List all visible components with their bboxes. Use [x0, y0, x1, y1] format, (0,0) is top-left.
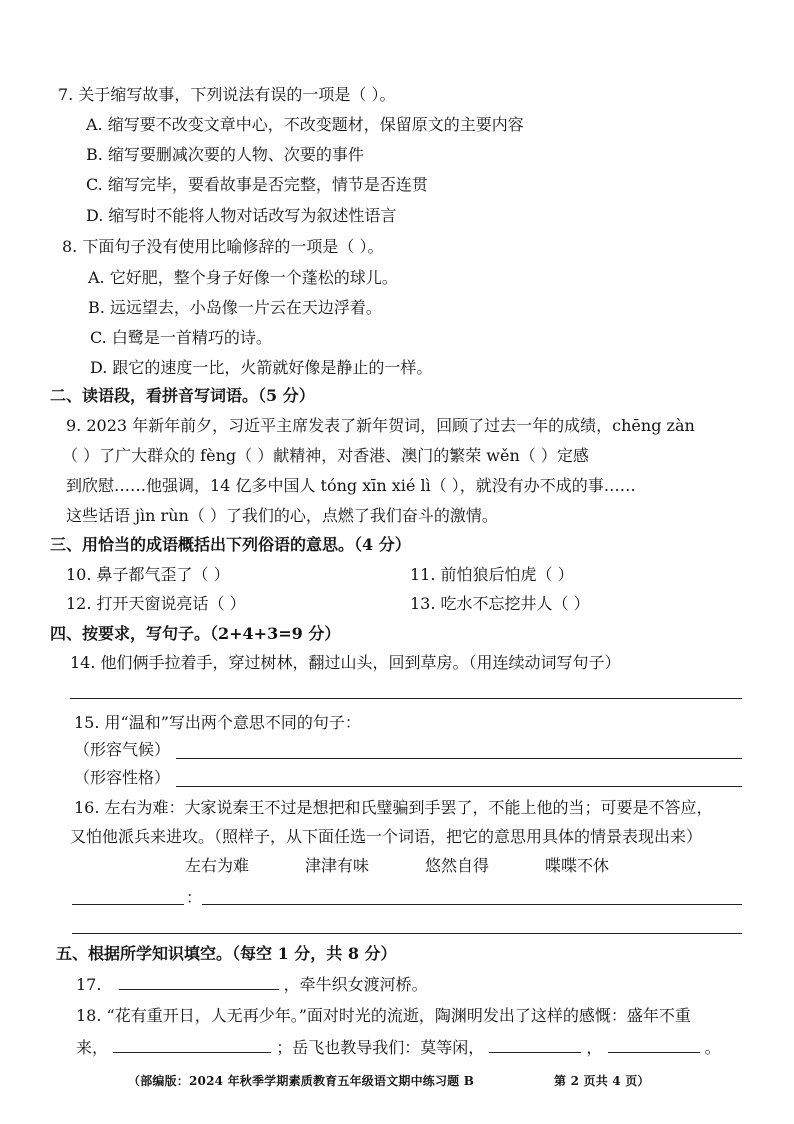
q9-line-4: 这些话语 jìn rùn（ ）了我们的心，点燃了我们奋斗的激情。: [66, 506, 498, 525]
section-5-title: 五、根据所学知识填空。（每空 1 分，共 8 分）: [56, 944, 397, 963]
q18-text-start: 来，: [76, 1038, 109, 1057]
q7-option-b: B. 缩写要删减次要的人物、次要的事件: [86, 145, 364, 164]
q16-colon: ：: [186, 888, 203, 907]
q18-text-mid: ；岳飞也教导我们：莫等闲，: [276, 1038, 485, 1057]
q17: [76, 974, 428, 995]
q15-label-climate: （形容气候）: [74, 740, 171, 759]
q18-blank-1[interactable]: [113, 1037, 271, 1053]
q8-option-b: B. 远远望去，小岛像一片云在天边浮着。: [88, 298, 382, 317]
q18-blank-2[interactable]: [489, 1037, 581, 1053]
q18-text-end: 。: [704, 1038, 721, 1057]
q17-text: ，牵牛织女渡河桥。: [283, 975, 428, 994]
q16-idiom-2: 津津有味: [305, 856, 370, 875]
q10: 10. 鼻子都气歪了（ ）: [66, 565, 230, 584]
q9-line-3: 到欣慰……他强调，14 亿多中国人 tóng xīn xié lì（ ），就没有办不成的事……: [66, 476, 636, 495]
q15-label-character: （形容性格）: [74, 768, 171, 787]
q16-idiom-3: 悠然自得: [425, 856, 490, 875]
q18-line-2: [76, 1037, 721, 1058]
q7-stem: 7. 关于缩写故事，下列说法有误的一项是（ ）。: [58, 85, 396, 104]
q9-line-1: 9. 2023 年新年前夕，习近平主席发表了新年贺词，回顾了过去一年的成绩，chēng zàn: [66, 416, 695, 435]
q7-option-a: A. 缩写要不改变文章中心，不改变题材，保留原文的主要内容: [86, 115, 524, 134]
q12: 12. 打开天窗说亮话（ ）: [66, 594, 246, 613]
footer-exam-title: （部编版：2024 年秋季学期素质教育五年级语文期中练习题 B: [128, 1074, 475, 1088]
q16-scene-answer-line-1[interactable]: [202, 904, 742, 905]
q16-idiom-4: 喋喋不休: [545, 856, 610, 875]
q14-answer-line[interactable]: [70, 698, 742, 699]
q16-line-2: 又怕他派兵来进攻。（照样子，从下面任选一个词语，把它的意思用具体的情景表现出来）: [70, 827, 703, 846]
q8-option-c: C. 白鹭是一首精巧的诗。: [90, 328, 272, 347]
q15-stem: 15. 用“温和”写出两个意思不同的句子：: [74, 713, 361, 732]
q7-option-d: D. 缩写时不能将人物对话改写为叙述性语言: [86, 206, 397, 225]
section-3-title: 三、用恰当的成语概括出下列俗语的意思。（4 分）: [50, 535, 411, 554]
q8-option-a: A. 它好肥，整个身子好像一个蓬松的球儿。: [88, 268, 398, 287]
q14-stem: 14. 他们俩手拉着手，穿过树林，翻过山头，回到草房。（用连续动词写句子）: [70, 653, 621, 672]
q17-blank[interactable]: [119, 974, 279, 990]
q8-option-d: D. 跟它的速度一比，火箭就好像是静止的一样。: [90, 358, 433, 377]
q18-comma: ，: [586, 1038, 603, 1057]
q15-character-answer-line[interactable]: [176, 786, 742, 787]
footer-page-number: 第 2 页共 4 页）: [554, 1074, 650, 1088]
q18-line-1: 18. “花有重开日，人无再少年。”面对时光的流逝，陶渊明发出了这样的感慨：盛年不重: [76, 1006, 691, 1025]
q13: 13. 吃水不忘挖井人（ ）: [410, 594, 590, 613]
q15-climate-answer-line[interactable]: [176, 758, 742, 759]
q7-option-c: C. 缩写完毕，要看故事是否完整，情节是否连贯: [86, 175, 428, 194]
q11: 11. 前怕狼后怕虎（ ）: [410, 565, 574, 584]
q18-blank-3[interactable]: [608, 1037, 700, 1053]
q16-line-1: 16. 左右为难：大家说秦王不过是想把和氏璧骗到手罢了，不能上他的当；可要是不答应，: [74, 798, 713, 817]
section-2-title: 二、读语段，看拼音写词语。（5 分）: [50, 386, 315, 405]
q17-number: 17.: [76, 975, 102, 994]
q16-scene-answer-line-2[interactable]: [72, 933, 742, 934]
q16-idiom-answer-line[interactable]: [72, 904, 184, 905]
q9-line-2: （ ）了广大群众的 fèng（ ）献精神，对香港、澳门的繁荣 wěn（ ）定感: [62, 446, 589, 465]
section-4-title: 四、按要求，写句子。（2+4+3=9 分）: [50, 624, 341, 643]
q8-stem: 8. 下面句子没有使用比喻修辞的一项是（ ）。: [62, 237, 384, 256]
q16-idiom-1: 左右为难: [185, 856, 250, 875]
